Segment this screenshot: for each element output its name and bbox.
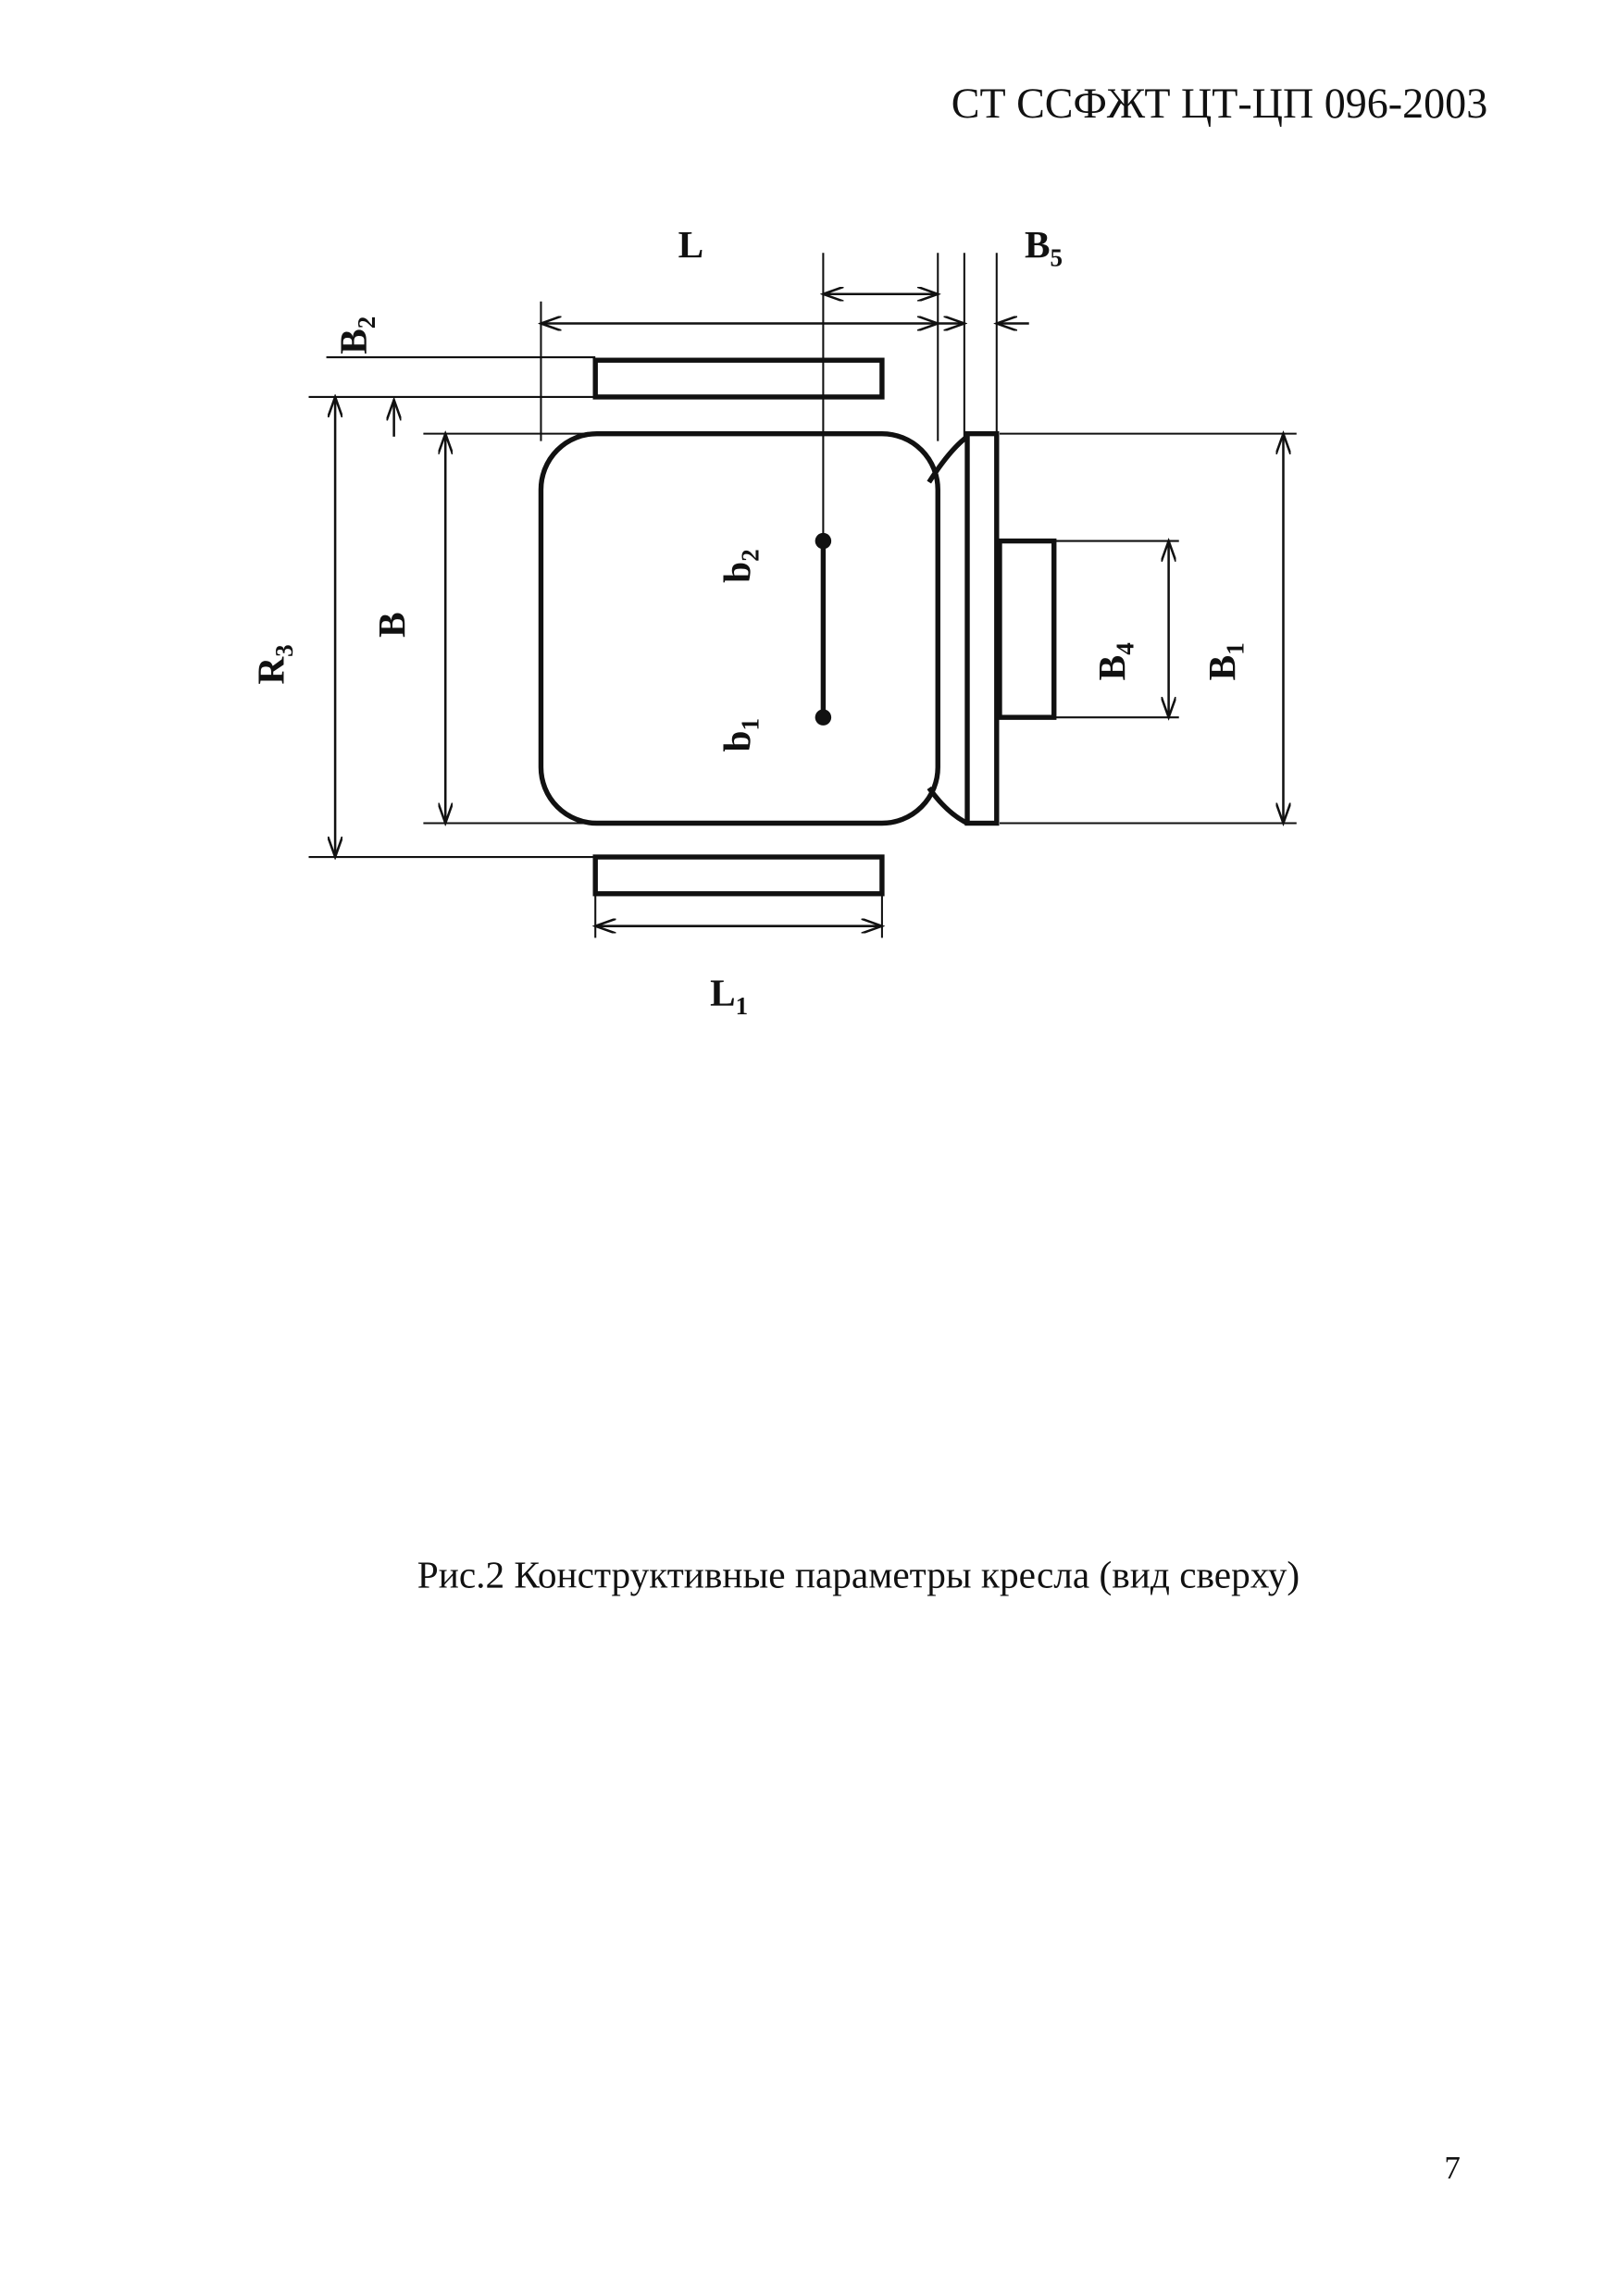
point-b1-marker — [815, 709, 831, 725]
label-b2 — [715, 549, 765, 582]
label-B5-subscript: 5 — [1050, 243, 1063, 272]
label-B1-subscript: 1 — [1221, 642, 1250, 655]
label-b1 — [715, 718, 765, 751]
label-L: L — [678, 223, 704, 267]
label-B4-subscript: 4 — [1111, 642, 1139, 655]
backrest-joint — [929, 437, 967, 824]
label-B5-letter: B — [1024, 223, 1051, 267]
label-B1-letter: B — [1200, 654, 1244, 681]
label-B: B — [369, 612, 413, 638]
label-B4-letter: B — [1089, 654, 1133, 681]
label-B2-letter: B — [331, 329, 375, 354]
armrest-top — [595, 360, 882, 397]
label-L1-letter: L — [710, 971, 736, 1014]
armrest-bottom — [595, 857, 882, 894]
label-R3 — [250, 644, 299, 684]
backrest — [967, 434, 997, 824]
figure-caption: Рис.2 Конструктивные параметры кресла (вид сверху) — [417, 1553, 1300, 1596]
label-B2-subscript: 2 — [352, 316, 380, 329]
label-B5 — [1025, 223, 1063, 272]
label-B2 — [331, 316, 380, 354]
seat-cushion-outline — [541, 434, 938, 824]
label-R3-letter: R — [249, 656, 292, 685]
label-b2-subscript: 2 — [736, 549, 765, 562]
label-b1-letter: b — [715, 730, 758, 752]
label-B4 — [1090, 642, 1139, 680]
standard-code-header: СТ ССФЖТ ЦТ-ЦП 096-2003 — [951, 80, 1488, 128]
label-b2-letter: b — [715, 561, 758, 583]
label-b1-subscript: 1 — [736, 717, 765, 731]
label-L1-subscript: 1 — [735, 991, 749, 1020]
point-b2-marker — [815, 533, 831, 549]
page-number: 7 — [1444, 2149, 1461, 2186]
seat-dimensions-figure — [250, 223, 1297, 1020]
label-R3-subscript: 3 — [270, 644, 299, 657]
label-L1 — [710, 971, 748, 1020]
label-B1 — [1200, 642, 1250, 680]
rear-block — [1000, 541, 1054, 718]
